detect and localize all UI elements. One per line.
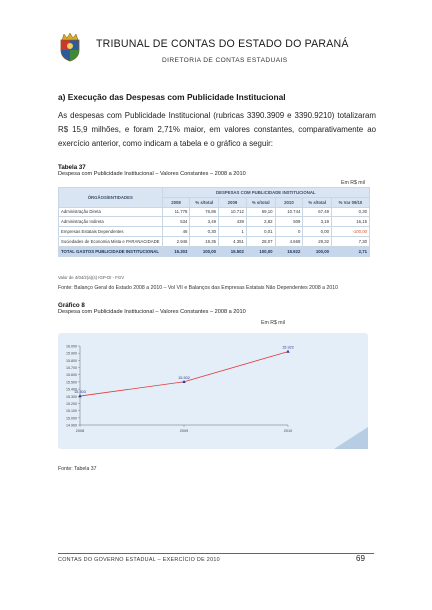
y-tick-label: 15.700 bbox=[66, 366, 77, 371]
table-note: Valor de 4/04/2(a)(s) IGP-DI - FGV bbox=[58, 275, 125, 280]
x-tick-label: 2009 bbox=[179, 429, 189, 433]
table-cell: 439 bbox=[219, 217, 247, 227]
row-label: Administração Indireta bbox=[59, 217, 163, 227]
table-cell: 1 bbox=[219, 227, 247, 237]
table-cell: 69,10 bbox=[246, 207, 275, 217]
expenses-table bbox=[58, 187, 370, 257]
page-number: 69 bbox=[356, 554, 365, 563]
column-header: % Var 09/10 bbox=[332, 197, 370, 207]
column-header: % s/total bbox=[246, 197, 275, 207]
data-label: 15.922 bbox=[282, 345, 294, 350]
table-cell: 4.669 bbox=[275, 236, 303, 246]
total-cell: 2,71 bbox=[332, 246, 370, 256]
total-cell: 15.303 bbox=[162, 246, 190, 256]
table-cell: 3,19 bbox=[303, 217, 332, 227]
table-cell-negative: -100,00 bbox=[332, 227, 370, 237]
y-tick-label: 15.400 bbox=[66, 387, 77, 392]
table-cell: 4.351 bbox=[219, 236, 247, 246]
total-cell: 15.502 bbox=[219, 246, 247, 256]
figure-subtitle: Despesa com Publicidade Institucional – Valores Constantes – 2008 a 2010 bbox=[58, 309, 246, 315]
column-header: 2009 bbox=[219, 197, 247, 207]
table-row bbox=[59, 207, 370, 217]
data-label: 15.502 bbox=[178, 375, 190, 380]
table-cell: 10.712 bbox=[219, 207, 247, 217]
table-unit-label: Em R$ mil bbox=[341, 180, 365, 186]
table-cell: 7,30 bbox=[332, 236, 370, 246]
table-caption: Tabela 37 bbox=[58, 164, 86, 171]
parana-crest-logo bbox=[58, 32, 82, 62]
y-tick-label: 15.200 bbox=[66, 401, 77, 406]
table-row bbox=[59, 227, 370, 237]
x-tick-label: 2010 bbox=[283, 429, 293, 433]
x-tick-label: 2008 bbox=[75, 429, 85, 433]
footer-text: CONTAS DO GOVERNO ESTADUAL – EXERCÍCIO DE 2010 bbox=[58, 557, 220, 563]
y-tick-label: 15.100 bbox=[66, 409, 77, 414]
table-total-row bbox=[59, 246, 370, 256]
page-header bbox=[0, 28, 432, 78]
table-cell: 46 bbox=[162, 227, 190, 237]
figure-source: Fonte: Tabela 37 bbox=[58, 466, 97, 472]
table-cell: 2.946 bbox=[162, 236, 190, 246]
series-line bbox=[80, 352, 288, 396]
y-tick-label: 16.000 bbox=[66, 344, 77, 349]
table-cell: 2,82 bbox=[246, 217, 275, 227]
data-point bbox=[286, 350, 289, 353]
table-cell: 0,30 bbox=[190, 227, 219, 237]
table-row bbox=[59, 236, 370, 246]
table-cell: 0,00 bbox=[303, 227, 332, 237]
column-header: 2010 bbox=[275, 197, 303, 207]
row-label: Sociedades de Economia Mista e PARANACIDADE bbox=[59, 236, 163, 246]
table-cell: 0,30 bbox=[332, 207, 370, 217]
body-paragraph: As despesas com Publicidade Institucional (rubricas 3390.3909 e 3390.9210) totalizaram R$ 15,9 milhões, e foram 2,71% maior, em valores constantes, comparativamente ao exercício anterior, como indicam a tabela e o gráfico a seguir: bbox=[58, 111, 376, 148]
column-header: 2008 bbox=[162, 197, 190, 207]
table-source: Fonte: Balanço Geral do Estado 2008 a 2010 – Vol VII e Balanços das Empresas Estatais Não Dependentes 2008 a 2010 bbox=[58, 285, 339, 291]
row-label: Empresas Estatais Dependentes bbox=[59, 227, 163, 237]
figure-caption: Gráfico 8 bbox=[58, 302, 85, 309]
y-tick-label: 15.900 bbox=[66, 351, 77, 356]
footer-divider bbox=[58, 553, 374, 554]
y-tick-label: 15.800 bbox=[66, 358, 77, 363]
data-label: 15.303 bbox=[74, 390, 86, 395]
table-cell: 0,01 bbox=[246, 227, 275, 237]
total-cell: 100,00 bbox=[303, 246, 332, 256]
table-cell: 11.778 bbox=[162, 207, 190, 217]
table-subtitle: Despesa com Publicidade Institucional – Valores Constantes – 2008 a 2010 bbox=[58, 171, 246, 177]
column-header: % s/total bbox=[190, 197, 219, 207]
section-title: a) Execução das Despesas com Publicidade Institucional bbox=[58, 92, 286, 102]
organization-subtitle: DIRETORIA DE CONTAS ESTADUAIS bbox=[162, 57, 288, 64]
line-chart bbox=[58, 333, 368, 449]
table-cell: 67,49 bbox=[303, 207, 332, 217]
group-header-cell: DESPESAS COM PUBLICIDADE INSTITUCIONAL bbox=[162, 188, 369, 198]
y-tick-label: 15.600 bbox=[66, 373, 77, 378]
column-header: % s/total bbox=[303, 197, 332, 207]
row-header-cell: ÓRGÃOS/ENTIDADES bbox=[59, 188, 163, 208]
table-cell: 509 bbox=[275, 217, 303, 227]
y-tick-label: 14.900 bbox=[66, 423, 77, 428]
table-cell: 76,86 bbox=[190, 207, 219, 217]
total-cell: 100,00 bbox=[246, 246, 275, 256]
figure-unit-label: Em R$ mil bbox=[261, 320, 285, 326]
y-tick-label: 15.300 bbox=[66, 394, 77, 399]
total-cell: 100,00 bbox=[190, 246, 219, 256]
table-cell: 19,35 bbox=[190, 236, 219, 246]
row-label: Administração Direta bbox=[59, 207, 163, 217]
y-tick-label: 15.500 bbox=[66, 380, 77, 385]
y-tick-label: 15.000 bbox=[66, 416, 77, 421]
table-row bbox=[59, 217, 370, 227]
table-cell: 29,32 bbox=[303, 236, 332, 246]
table-cell: 10.744 bbox=[275, 207, 303, 217]
table-cell: 534 bbox=[162, 217, 190, 227]
table-cell: 3,49 bbox=[190, 217, 219, 227]
table-cell: 28,07 bbox=[246, 236, 275, 246]
organization-title: TRIBUNAL DE CONTAS DO ESTADO DO PARANÁ bbox=[96, 38, 349, 50]
table-cell: 0 bbox=[275, 227, 303, 237]
total-cell: 15.922 bbox=[275, 246, 303, 256]
total-label: TOTAL GASTOS PUBLICIDADE INSTITUCIONAL bbox=[59, 246, 163, 256]
table-cell: 16,15 bbox=[332, 217, 370, 227]
